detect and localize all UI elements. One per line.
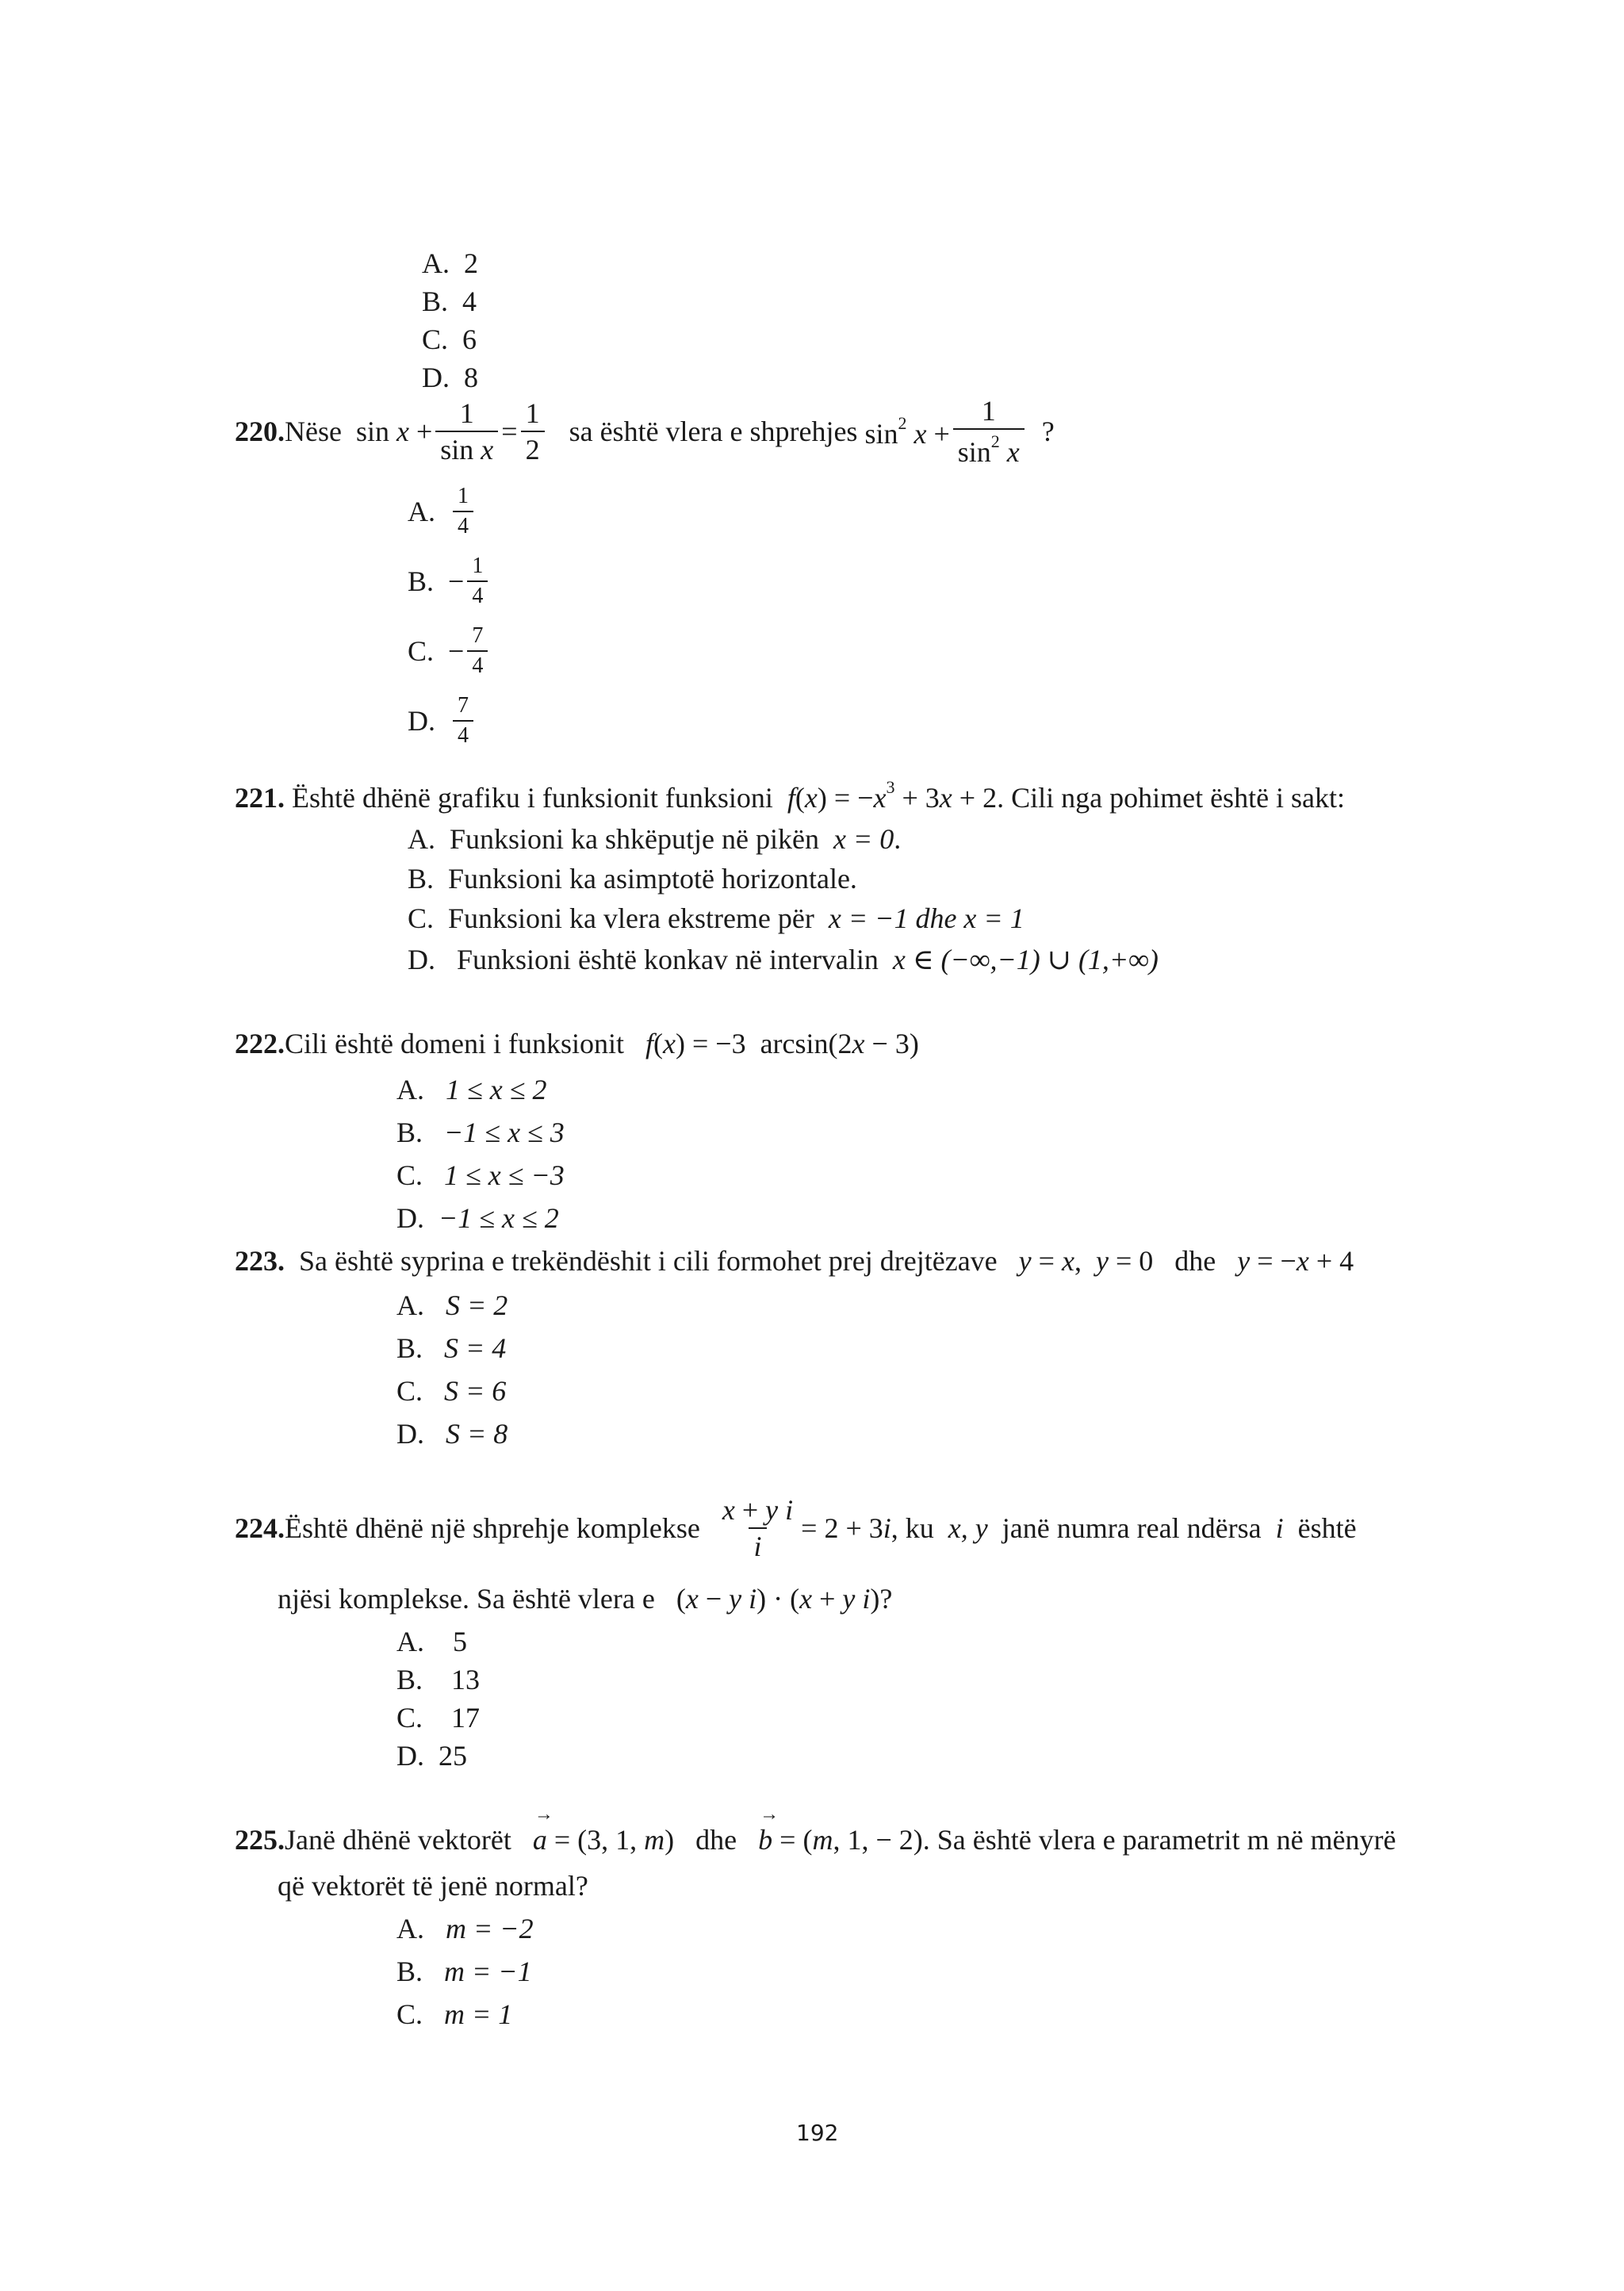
fraction: $\frac{1}{2}$ [521, 399, 545, 464]
q224-option-d: D. 25 [396, 1740, 467, 1772]
fraction: $\frac{\text{x + y i}}{i}$ [722, 1494, 794, 1562]
q224-option-a: A. 5 [396, 1626, 467, 1657]
q224-option-c: C. 17 [396, 1702, 481, 1734]
q225-option-a: A. m = −2 [396, 1913, 534, 1944]
fraction: $\frac{1}{\text{sin x}}$ [435, 399, 498, 464]
q220-option-b: B. − $\frac{1}{4}$ [408, 555, 491, 607]
top-option-d: D. 8 [422, 362, 478, 393]
question-221: 221. Është dhënë grafiku i funksionit funksioni $f(x) = -x^3 + 3x + 2$. Cili nga pohimet është i sakt: [235, 777, 1346, 814]
question-text: Është dhënë një shprehje komplekse [285, 1512, 700, 1544]
question-text: sa është vlera e shprehjes [569, 416, 858, 447]
q225-option-c: C. m = 1 [396, 1998, 513, 2030]
question-number: 221. [235, 782, 285, 814]
question-text: Cili është domeni i funksionit [285, 1028, 624, 1059]
question-222 [235, 1029, 919, 1058]
top-option-a: A. 2 [422, 247, 478, 279]
q222-option-b: B. −1 ≤ x ≤ 3 [396, 1117, 565, 1148]
q222-option-c: C. 1 ≤ x ≤ −3 [396, 1159, 565, 1191]
fraction: $\frac{1}{\sin^2 x}$ [953, 397, 1025, 466]
q220-option-d: D. $\frac{7}{4}$ [408, 695, 477, 747]
question-text: Janë dhënë vektorët [285, 1824, 511, 1856]
vector-a: → a = (3, 1, m) [533, 1824, 674, 1856]
q223-option-a: A. S = 2 [396, 1289, 508, 1321]
question-number: 220. [235, 416, 285, 447]
question-number: 225. [235, 1824, 285, 1856]
q223-option-c: C. S = 6 [396, 1375, 507, 1407]
vector-b: → b = (m, 1, − 2) [758, 1824, 923, 1856]
q223-option-b: B. S = 4 [396, 1332, 507, 1364]
question-225-line2: që vektorët të jenë normal? [278, 1870, 588, 1902]
q222-option-a: A. 1 ≤ x ≤ 2 [396, 1074, 547, 1105]
function: $f(x) = -x^3 + 3x + 2$ [787, 777, 998, 814]
q220-option-c: C. − $\frac{7}{4}$ [408, 625, 491, 677]
top-option-b: B. 4 [422, 285, 477, 317]
expression: $\sin^2 x$ + [864, 413, 950, 450]
q221-option-d: D. Funksioni është konkav në intervalin x ∈ (−∞,−1) ∪ (1,+∞) [408, 944, 1159, 975]
question-text: Është dhënë grafiku i funksionit funksioni [292, 782, 773, 814]
q221-option-a: A. Funksioni ka shkëputje në pikën x = 0. [408, 823, 902, 855]
question-224-line2: njësi komplekse. Sa është vlera e (x − y i) · (x + y i)? [278, 1583, 893, 1615]
question-number: 223. [235, 1245, 285, 1277]
question-224: 224. Është dhënë një shprehje komplekse $\frac{\text{x + y i}}{i}$ = 2 + 3i , ku x, y janë numra real ndërsa i është [235, 1494, 1357, 1562]
equation: sin x + [355, 416, 433, 447]
question-225: 225.Janë dhënë vektorët → a = (3, 1, m) dhe → b = (m, 1, − 2). Sa është vlera e parametrit m në mënyrë [235, 1826, 1396, 1854]
lines: y = x, y = 0 [1018, 1245, 1168, 1277]
question-number: 224. [235, 1512, 285, 1544]
q223-option-d: D. S = 8 [396, 1418, 508, 1450]
question-number: 222. [235, 1028, 285, 1059]
question-text: Sa është syprina e trekëndëshit i cili formohet prej drejtëzave [299, 1245, 998, 1277]
q224-option-b: B. 13 [396, 1664, 481, 1695]
page-number: 192 [796, 2120, 839, 2146]
q222-option-d: D. −1 ≤ x ≤ 2 [396, 1202, 559, 1234]
q221-option-b: B. Funksioni ka asimptotë horizontale. [408, 863, 857, 895]
expression: (x − y i) · (x + y i) [676, 1583, 880, 1615]
q220-option-a: A. $\frac{1}{4}$ [408, 485, 477, 538]
question-220: 220. Nëse sin x + $\frac{1}{\text{sin x}}$ = $\frac{1}{2}$ sa është vlera e shprehjes $\sin^2 x$ + $\frac{1}{\sin^2 x}$ ? [235, 395, 1055, 468]
question-text: Nëse [285, 416, 342, 447]
question-223: 223. Sa është syprina e trekëndëshit i cili formohet prej drejtëzave y = x, y = 0 dhe y = −x + 4 [235, 1245, 1354, 1277]
q225-option-b: B. m = −1 [396, 1956, 532, 1987]
top-option-c: C. 6 [422, 324, 477, 355]
q221-option-c: C. Funksioni ka vlera ekstreme për x = −1 dhe x = 1 [408, 902, 1025, 934]
function: f(x) = −3 arcsin(2x − 3) [645, 1028, 919, 1059]
